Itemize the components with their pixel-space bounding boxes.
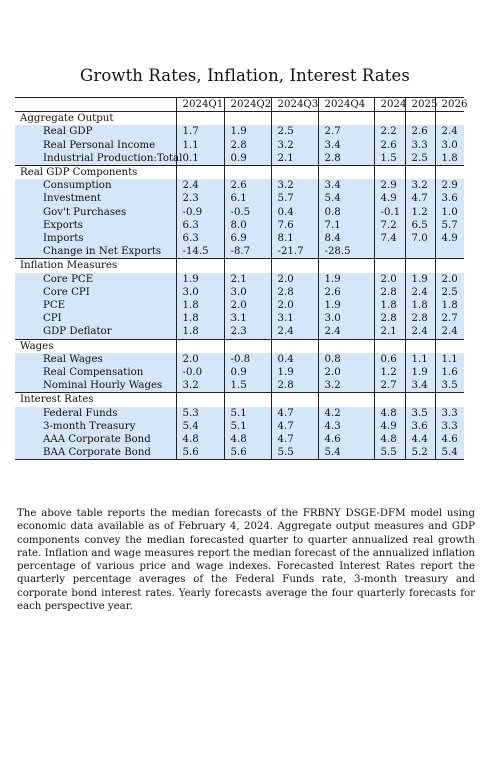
- value-cell: 0.6: [374, 353, 405, 366]
- value-cell: 3.0: [176, 286, 224, 299]
- value-cell: 8.0: [224, 219, 271, 232]
- value-cell: 1.9: [318, 273, 374, 286]
- value-cell: -0.8: [224, 353, 271, 366]
- section-header-cell: [374, 166, 405, 180]
- value-cell: 2.8: [224, 139, 271, 152]
- value-cell: 2.4: [318, 325, 374, 339]
- table-row: [15, 312, 464, 325]
- value-cell: -8.7: [224, 245, 271, 259]
- section-header-cell: [374, 259, 405, 273]
- value-cell: 1.8: [405, 299, 435, 312]
- value-cell: 2.2: [374, 125, 405, 138]
- row-label: Core CPI: [15, 286, 176, 299]
- value-cell: 1.2: [374, 366, 405, 379]
- table-row: [15, 245, 464, 259]
- value-cell: 1.1: [435, 353, 464, 366]
- value-cell: 2.3: [176, 192, 224, 205]
- section-header-cell: [374, 393, 405, 407]
- value-cell: [435, 245, 464, 259]
- value-cell: 2.1: [374, 325, 405, 339]
- value-cell: 4.7: [405, 192, 435, 205]
- value-cell: 1.6: [435, 366, 464, 379]
- section-header-cell: [405, 112, 435, 126]
- table-row: [15, 232, 464, 245]
- value-cell: 1.8: [176, 299, 224, 312]
- section-header-row: [15, 393, 464, 407]
- value-cell: -0.9: [176, 206, 224, 219]
- value-cell: 2.8: [374, 286, 405, 299]
- value-cell: 4.9: [435, 232, 464, 245]
- section-header-cell: [271, 166, 318, 180]
- value-cell: 4.7: [271, 407, 318, 420]
- header-blank: [15, 98, 176, 112]
- section-header-cell: [374, 112, 405, 126]
- value-cell: 2.0: [271, 299, 318, 312]
- row-label: Real Compensation: [15, 366, 176, 379]
- table-row: [15, 219, 464, 232]
- value-cell: 2.0: [435, 273, 464, 286]
- value-cell: 1.7: [176, 125, 224, 138]
- value-cell: 2.9: [374, 179, 405, 192]
- value-cell: [405, 245, 435, 259]
- value-cell: 5.1: [224, 407, 271, 420]
- value-cell: 3.0: [224, 286, 271, 299]
- value-cell: 5.4: [318, 446, 374, 460]
- section-header-cell: [405, 339, 435, 353]
- value-cell: 3.6: [435, 192, 464, 205]
- row-label: Investment: [15, 192, 176, 205]
- section-header-row: [15, 339, 464, 353]
- value-cell: 3.2: [318, 379, 374, 393]
- value-cell: -0.0: [176, 366, 224, 379]
- value-cell: 1.9: [271, 366, 318, 379]
- value-cell: 2.9: [435, 179, 464, 192]
- value-cell: 1.8: [435, 152, 464, 166]
- section-header-cell: [224, 166, 271, 180]
- value-cell: 3.2: [405, 179, 435, 192]
- value-cell: 2.5: [435, 286, 464, 299]
- value-cell: 2.6: [405, 125, 435, 138]
- table-row: [15, 179, 464, 192]
- row-label: Core PCE: [15, 273, 176, 286]
- value-cell: 3.2: [271, 179, 318, 192]
- value-cell: 0.4: [271, 206, 318, 219]
- section-header-cell: [176, 339, 224, 353]
- value-cell: 1.2: [405, 206, 435, 219]
- value-cell: 2.6: [224, 179, 271, 192]
- table-row: [15, 379, 464, 393]
- section-title: Aggregate Output: [15, 112, 176, 126]
- row-label: GDP Deflator: [15, 325, 176, 339]
- row-label: BAA Corporate Bond: [15, 446, 176, 460]
- value-cell: 2.5: [271, 125, 318, 138]
- section-header-cell: [271, 393, 318, 407]
- row-label: Real Personal Income: [15, 139, 176, 152]
- value-cell: 2.8: [318, 152, 374, 166]
- section-header-cell: [271, 112, 318, 126]
- section-header-cell: [176, 166, 224, 180]
- value-cell: 6.3: [176, 232, 224, 245]
- value-cell: 2.0: [374, 273, 405, 286]
- section-header-row: [15, 259, 464, 273]
- value-cell: 0.9: [224, 366, 271, 379]
- row-label: Federal Funds: [15, 407, 176, 420]
- value-cell: 2.0: [224, 299, 271, 312]
- value-cell: 3.3: [435, 420, 464, 433]
- value-cell: 2.0: [176, 353, 224, 366]
- value-cell: 2.6: [318, 286, 374, 299]
- value-cell: 4.6: [435, 433, 464, 446]
- value-cell: 2.7: [318, 125, 374, 138]
- value-cell: 2.3: [224, 325, 271, 339]
- value-cell: 3.1: [224, 312, 271, 325]
- value-cell: 0.8: [318, 206, 374, 219]
- value-cell: [374, 245, 405, 259]
- table-row: [15, 353, 464, 366]
- value-cell: 2.7: [435, 312, 464, 325]
- value-cell: 4.3: [318, 420, 374, 433]
- value-cell: 5.5: [374, 446, 405, 460]
- value-cell: 2.7: [374, 379, 405, 393]
- section-header-cell: [224, 112, 271, 126]
- value-cell: 4.4: [405, 433, 435, 446]
- value-cell: 5.6: [224, 446, 271, 460]
- value-cell: 2.6: [374, 139, 405, 152]
- table-row: [15, 192, 464, 205]
- table-row: [15, 407, 464, 420]
- value-cell: 2.8: [271, 379, 318, 393]
- header-row: [15, 98, 464, 112]
- table-row: [15, 446, 464, 460]
- value-cell: 5.4: [318, 192, 374, 205]
- section-header-cell: [176, 393, 224, 407]
- value-cell: 3.3: [405, 139, 435, 152]
- table-row: [15, 273, 464, 286]
- column-header: 2024Q4: [318, 98, 374, 112]
- section-title: Interest Rates: [15, 393, 176, 407]
- section-header-cell: [318, 166, 374, 180]
- value-cell: 4.2: [318, 407, 374, 420]
- value-cell: 7.1: [318, 219, 374, 232]
- row-label: Change in Net Exports: [15, 245, 176, 259]
- value-cell: 0.8: [318, 353, 374, 366]
- value-cell: 2.8: [374, 312, 405, 325]
- column-header: 2024Q2: [224, 98, 271, 112]
- value-cell: 4.8: [224, 433, 271, 446]
- value-cell: 5.3: [176, 407, 224, 420]
- value-cell: 1.8: [176, 312, 224, 325]
- value-cell: 2.4: [176, 179, 224, 192]
- value-cell: 6.9: [224, 232, 271, 245]
- value-cell: 7.0: [405, 232, 435, 245]
- value-cell: 3.4: [318, 179, 374, 192]
- value-cell: 3.1: [271, 312, 318, 325]
- value-cell: 1.9: [405, 366, 435, 379]
- value-cell: 1.5: [374, 152, 405, 166]
- value-cell: 6.3: [176, 219, 224, 232]
- section-header-cell: [374, 339, 405, 353]
- value-cell: 2.0: [318, 366, 374, 379]
- table-body: [15, 112, 464, 460]
- value-cell: 2.4: [405, 325, 435, 339]
- value-cell: 5.1: [224, 420, 271, 433]
- value-cell: 4.8: [176, 433, 224, 446]
- section-header-cell: [405, 259, 435, 273]
- value-cell: 1.8: [374, 299, 405, 312]
- row-label: 3-month Treasury: [15, 420, 176, 433]
- value-cell: 1.8: [435, 299, 464, 312]
- section-header-cell: [435, 112, 464, 126]
- table-notes: The above table reports the median forecasts of the FRBNY DSGE-DFM model using economic data available as of February 4, 2024. Aggregate output measures and GDP components convey the median forecasted quarter to quarter annualized real growth rate. Inflation and wage measures report the median forecast of the annualized inflation percentage of various price and wage indexes. Forecasted Interest Rates report the quarterly percentage averages of the Federal Funds rate, 3-month treasury and corporate bond interest rates. Yearly forecasts average the four quarterly forecasts for each perspective year.: [17, 508, 475, 613]
- value-cell: 1.5: [224, 379, 271, 393]
- value-cell: 4.8: [374, 407, 405, 420]
- value-cell: -14.5: [176, 245, 224, 259]
- table-row: [15, 299, 464, 312]
- value-cell: 3.0: [435, 139, 464, 152]
- row-label: Real Wages: [15, 353, 176, 366]
- value-cell: 5.4: [435, 446, 464, 460]
- value-cell: 2.5: [405, 152, 435, 166]
- row-label: Imports: [15, 232, 176, 245]
- value-cell: -21.7: [271, 245, 318, 259]
- value-cell: 2.4: [405, 286, 435, 299]
- table-row: [15, 325, 464, 339]
- section-header-cell: [224, 339, 271, 353]
- section-header-cell: [435, 393, 464, 407]
- section-header-cell: [318, 112, 374, 126]
- value-cell: 0.9: [224, 152, 271, 166]
- value-cell: 2.4: [271, 325, 318, 339]
- value-cell: 2.4: [435, 125, 464, 138]
- column-header: 2024Q1: [176, 98, 224, 112]
- column-header: 2024Q3: [271, 98, 318, 112]
- value-cell: 3.5: [435, 379, 464, 393]
- section-header-cell: [435, 339, 464, 353]
- table-row: [15, 286, 464, 299]
- value-cell: -0.1: [374, 206, 405, 219]
- section-header-cell: [435, 259, 464, 273]
- section-header-cell: [405, 393, 435, 407]
- value-cell: 1.0: [435, 206, 464, 219]
- value-cell: 2.4: [435, 325, 464, 339]
- table-row: [15, 152, 464, 166]
- value-cell: 0.4: [271, 353, 318, 366]
- section-header-cell: [224, 393, 271, 407]
- value-cell: -28.5: [318, 245, 374, 259]
- section-header-cell: [224, 259, 271, 273]
- table-row: [15, 420, 464, 433]
- value-cell: 1.1: [405, 353, 435, 366]
- value-cell: 7.2: [374, 219, 405, 232]
- row-label: Industrial Production:Total: [15, 152, 176, 166]
- value-cell: 3.0: [318, 312, 374, 325]
- value-cell: 0.1: [176, 152, 224, 166]
- section-header-cell: [435, 166, 464, 180]
- section-header-cell: [176, 112, 224, 126]
- value-cell: 4.9: [374, 420, 405, 433]
- value-cell: 4.7: [271, 420, 318, 433]
- value-cell: 6.5: [405, 219, 435, 232]
- value-cell: 7.4: [374, 232, 405, 245]
- value-cell: 8.4: [318, 232, 374, 245]
- section-title: Real GDP Components: [15, 166, 176, 180]
- row-label: Consumption: [15, 179, 176, 192]
- row-label: PCE: [15, 299, 176, 312]
- value-cell: 2.1: [271, 152, 318, 166]
- value-cell: 2.1: [224, 273, 271, 286]
- column-header: 2024: [374, 98, 405, 112]
- value-cell: 1.1: [176, 139, 224, 152]
- section-header-cell: [318, 393, 374, 407]
- table-row: [15, 125, 464, 138]
- value-cell: 2.0: [271, 273, 318, 286]
- section-header-cell: [271, 339, 318, 353]
- column-header: 2026: [435, 98, 464, 112]
- value-cell: 4.6: [318, 433, 374, 446]
- value-cell: 5.7: [271, 192, 318, 205]
- value-cell: 4.7: [271, 433, 318, 446]
- forecast-table: [15, 97, 468, 460]
- value-cell: 8.1: [271, 232, 318, 245]
- table-row: [15, 139, 464, 152]
- section-header-cell: [271, 259, 318, 273]
- value-cell: 6.1: [224, 192, 271, 205]
- row-label: AAA Corporate Bond: [15, 433, 176, 446]
- row-label: Exports: [15, 219, 176, 232]
- row-label: Nominal Hourly Wages: [15, 379, 176, 393]
- value-cell: 5.6: [176, 446, 224, 460]
- value-cell: 3.2: [271, 139, 318, 152]
- value-cell: 3.3: [435, 407, 464, 420]
- value-cell: 5.7: [435, 219, 464, 232]
- row-label: CPI: [15, 312, 176, 325]
- table-title: Growth Rates, Inflation, Interest Rates: [80, 66, 410, 85]
- section-title: Wages: [15, 339, 176, 353]
- value-cell: 1.9: [405, 273, 435, 286]
- value-cell: 4.9: [374, 192, 405, 205]
- section-header-row: [15, 166, 464, 180]
- column-header: 2025: [405, 98, 435, 112]
- value-cell: -0.5: [224, 206, 271, 219]
- value-cell: 2.8: [405, 312, 435, 325]
- value-cell: 5.4: [176, 420, 224, 433]
- value-cell: 5.2: [405, 446, 435, 460]
- value-cell: 3.4: [405, 379, 435, 393]
- section-header-cell: [318, 259, 374, 273]
- section-header-cell: [405, 166, 435, 180]
- value-cell: 1.9: [224, 125, 271, 138]
- value-cell: 1.9: [318, 299, 374, 312]
- value-cell: 3.5: [405, 407, 435, 420]
- table-row: [15, 433, 464, 446]
- table-row: [15, 366, 464, 379]
- section-header-row: [15, 112, 464, 126]
- value-cell: 3.4: [318, 139, 374, 152]
- value-cell: 1.8: [176, 325, 224, 339]
- value-cell: 3.2: [176, 379, 224, 393]
- table-row: [15, 206, 464, 219]
- section-title: Inflation Measures: [15, 259, 176, 273]
- section-header-cell: [318, 339, 374, 353]
- value-cell: 4.8: [374, 433, 405, 446]
- value-cell: 2.8: [271, 286, 318, 299]
- row-label: Real GDP: [15, 125, 176, 138]
- value-cell: 7.6: [271, 219, 318, 232]
- value-cell: 5.5: [271, 446, 318, 460]
- row-label: Gov't Purchases: [15, 206, 176, 219]
- value-cell: 1.9: [176, 273, 224, 286]
- value-cell: 3.6: [405, 420, 435, 433]
- section-header-cell: [176, 259, 224, 273]
